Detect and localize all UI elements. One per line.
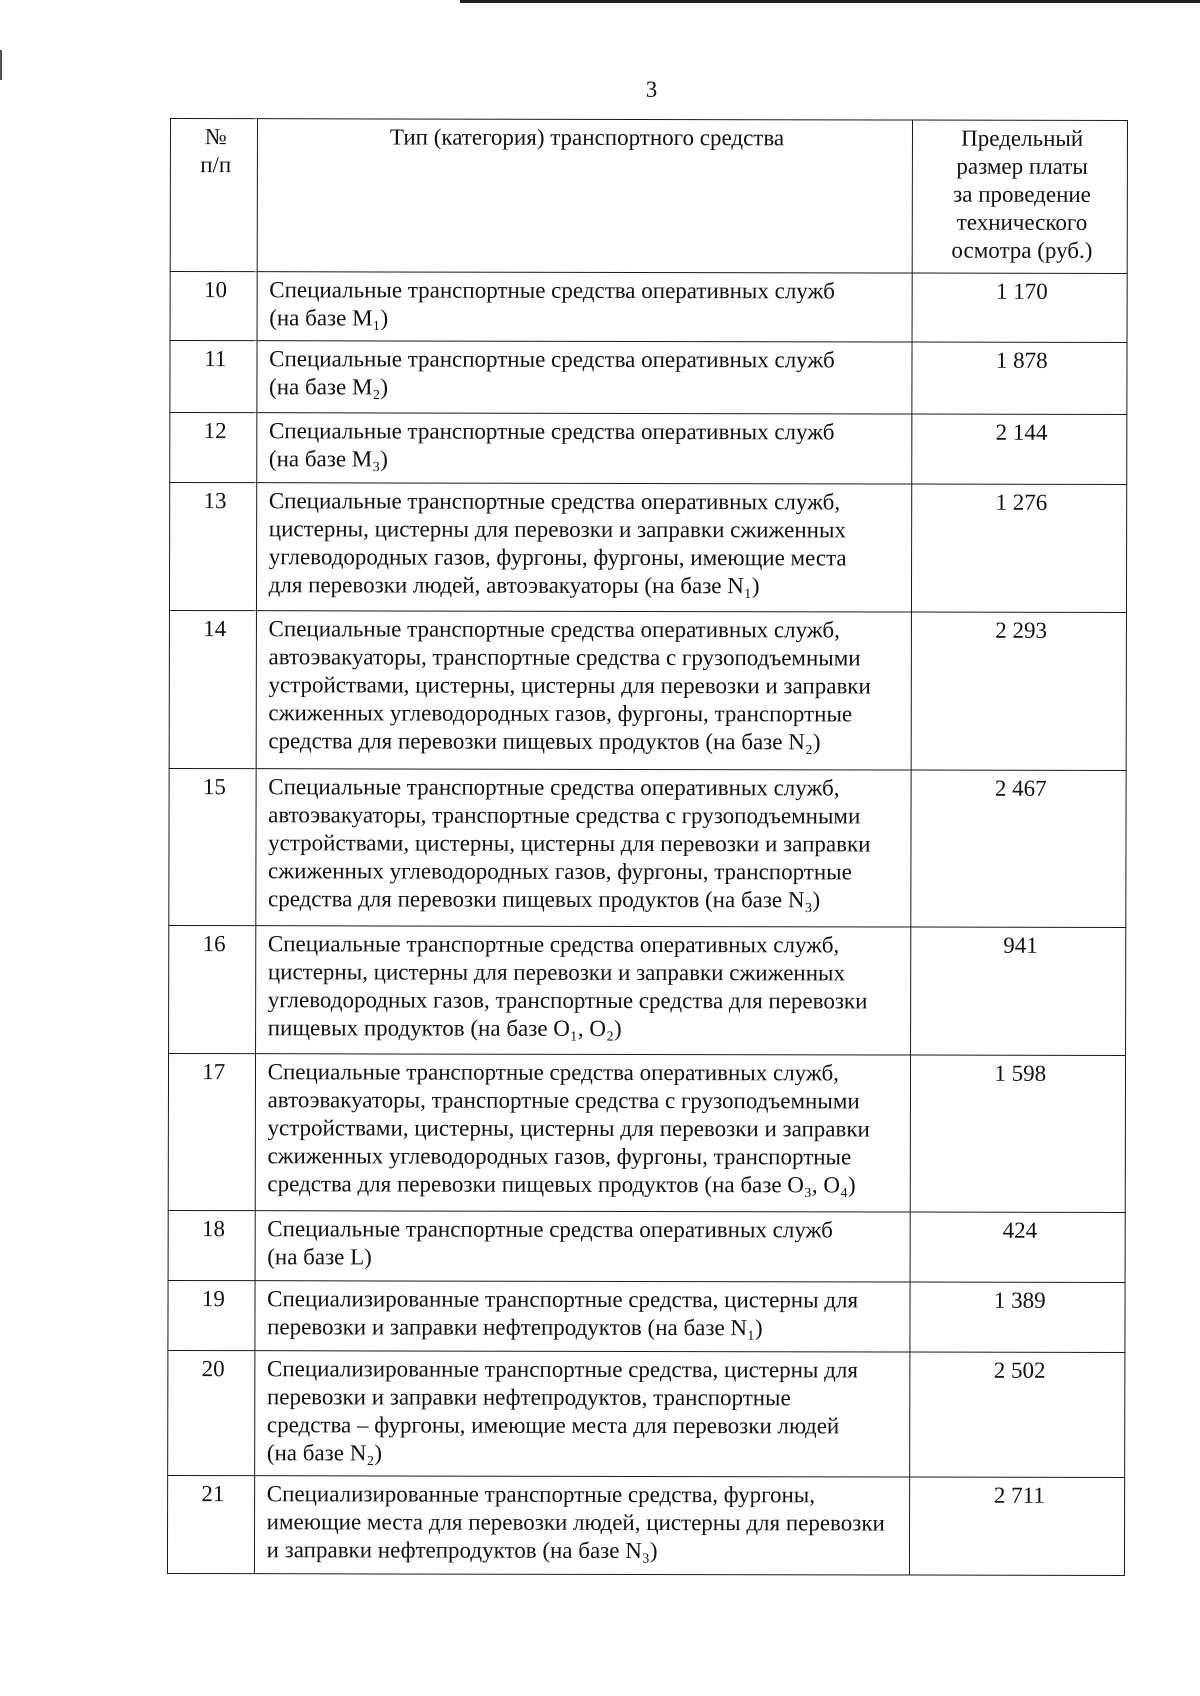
row-vehicle-type: Специальные транспортные средства оперативных служб (на базе L) [255,1211,911,1282]
table-row [167,1475,1124,1575]
row-number: 16 [169,925,256,1053]
row-fee: 941 [911,927,1126,1055]
scan-edge-mark-left [0,50,2,80]
row-number: 13 [169,483,256,611]
row-fee: 1 598 [911,1055,1126,1212]
table-row [170,341,1127,415]
table-row [170,272,1127,343]
row-number: 14 [169,610,256,768]
row-fee: 2 467 [911,770,1126,927]
table-row [168,1350,1125,1477]
row-vehicle-type: Специальные транспортные средства оперативных служб (на базе M₂) [257,341,913,414]
table-row [168,1280,1125,1352]
table-row [168,1053,1125,1212]
row-fee: 2 144 [912,414,1127,484]
table-row [169,610,1126,770]
page-number: 3 [645,77,658,102]
row-fee: 1 878 [912,342,1127,414]
table-row [169,925,1126,1055]
row-vehicle-type: Специальные транспортные средства оперативных служб, цистерны, цистерны для перевозки и заправки сжиженных углеводородных газов, фургоны, фургоны, имеющие места для перевозки людей, автоэвакуаторы (на базе N₁) [256,483,912,612]
row-number: 10 [170,272,257,341]
table-row [169,768,1126,927]
row-fee: 2 502 [910,1352,1125,1477]
row-number: 19 [168,1280,255,1350]
row-vehicle-type: Специальные транспортные средства оперативных служб, цистерны, цистерны для перевозки и заправки сжиженных углеводородных газов, транспортные средства для перевозки пищевых продуктов (на базе O₁, O₂) [255,926,911,1055]
row-vehicle-type: Специализированные транспортные средства, цистерны для перевозки и заправки нефтепродуктов, транспортные средства – фургоны, имеющие места для перевозки людей (на базе N₂) [254,1351,910,1477]
row-fee: 424 [911,1212,1126,1282]
row-vehicle-type: Специализированные транспортные средства, цистерны для перевозки и заправки нефтепродуктов (на базе N₁) [255,1281,911,1352]
row-number: 12 [170,413,257,483]
row-fee: 2 711 [910,1477,1125,1575]
table-header-row [170,119,1127,274]
row-fee: 1 276 [912,484,1127,612]
row-fee: 1 389 [910,1282,1125,1352]
header-max-fee: Предельный размер платы за проведение технического осмотра (руб.) [913,120,1128,273]
table-row [168,1210,1125,1282]
row-vehicle-type: Специальные транспортные средства оперативных служб (на базе M₁) [257,272,913,342]
row-vehicle-type: Специальные транспортные средства оперативных служб, автоэвакуаторы, транспортные средства с грузоподъемными устройствами, цистерны, цистерны для перевозки и заправки сжиженных углеводородных газов, фургоны, транспортные средства для перевозки пищевых продуктов (на базе N₂) [256,611,912,770]
row-number: 21 [167,1475,254,1573]
row-number: 18 [168,1210,255,1280]
row-number: 11 [170,341,257,413]
header-vehicle-type: Тип (категория) транспортного средства [257,119,913,273]
row-vehicle-type: Специализированные транспортные средства, фургоны, имеющие места для перевозки людей, цистерны для перевозки и заправки нефтепродуктов (на базе N₃) [254,1476,910,1575]
row-number: 20 [168,1350,255,1475]
scan-edge-mark [460,0,1200,3]
table-row [169,483,1126,613]
table-row [170,413,1127,485]
row-number: 15 [169,768,256,925]
row-vehicle-type: Специальные транспортные средства оперативных служб (на базе M₃) [256,413,912,484]
row-fee: 2 293 [912,612,1127,770]
row-number: 17 [168,1053,255,1210]
fee-table [167,118,1128,1576]
row-vehicle-type: Специальные транспортные средства оперативных служб, автоэвакуаторы, транспортные средства с грузоподъемными устройствами, цистерны, цистерны для перевозки и заправки сжиженных углеводородных газов, фургоны, транспортные средства для перевозки пищевых продуктов (на базе N₃) [255,769,911,927]
row-vehicle-type: Специальные транспортные средства оперативных служб, автоэвакуаторы, транспортные средства с грузоподъемными устройствами, цистерны, цистерны для перевозки и заправки сжиженных углеводородных газов, фургоны, транспортные средства для перевозки пищевых продуктов (на базе O₃, O₄) [255,1054,911,1212]
header-number: № п/п [170,119,257,272]
row-fee: 1 170 [912,273,1127,342]
